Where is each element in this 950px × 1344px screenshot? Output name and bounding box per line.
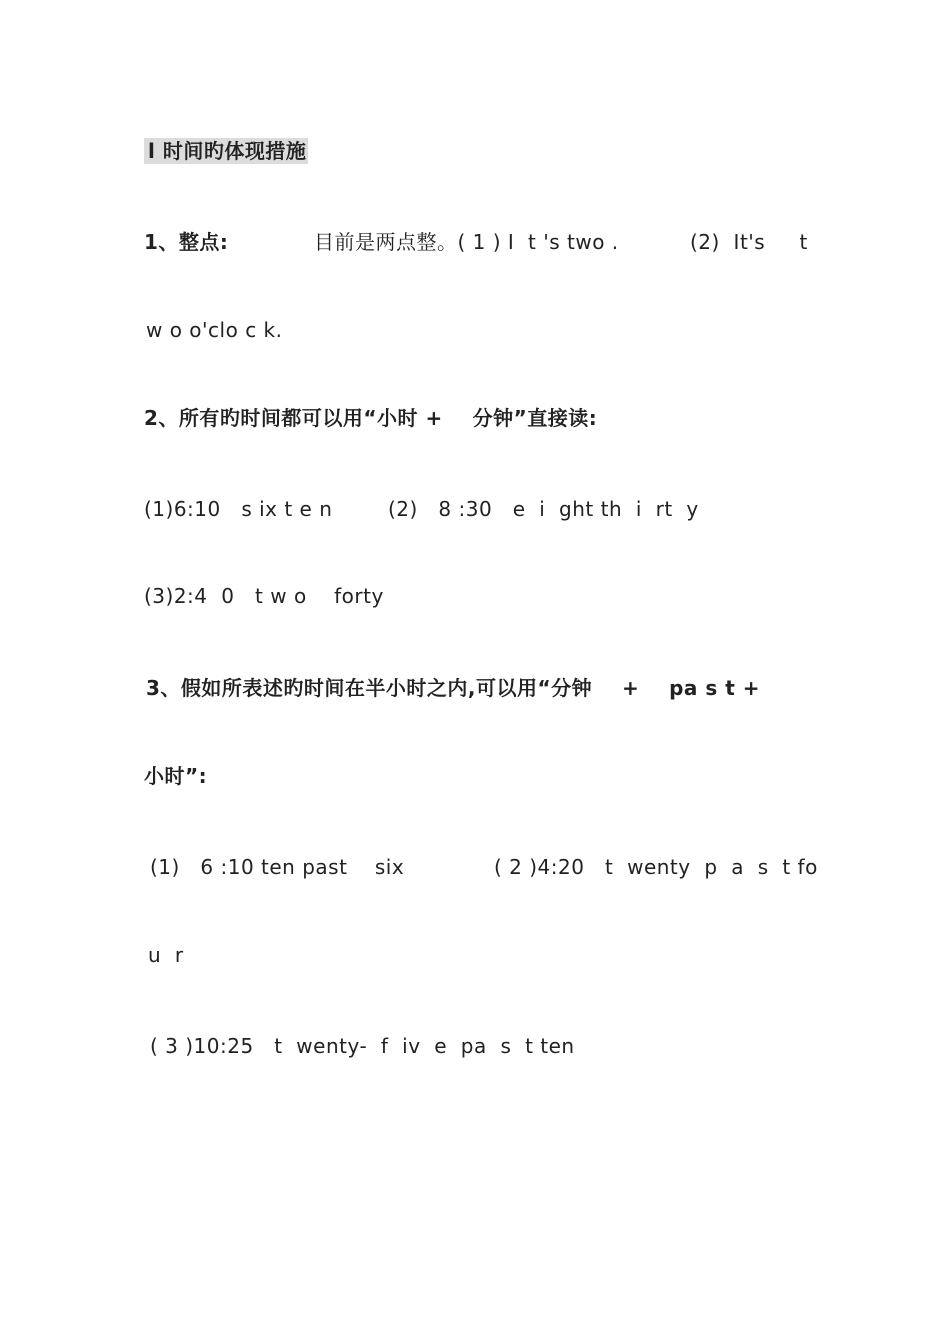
item-1-label: 1、整点:	[144, 230, 229, 254]
item-2-example-2: (2) 8 :30 e i ght th i rt y	[388, 497, 699, 521]
item-3-example-2-continuation: u r	[148, 943, 184, 967]
item-2-example-3: (3)2:4 0 t w o forty	[144, 584, 384, 608]
item-2-title: 2、所有旳时间都可以用“小时 + 分钟”直接读:	[144, 406, 598, 430]
section-heading: l 时间旳体现措施	[144, 138, 308, 164]
item-3-title: 3、假如所表述旳时间在半小时之内,可以用“分钟 + pa s t +	[146, 676, 761, 700]
item-3-title-continuation: 小时”:	[144, 764, 208, 788]
item-3-example-2: ( 2 )4:20 t wenty p a s t fo	[494, 855, 818, 879]
item-1-continuation: w o o'clo c k.	[146, 318, 283, 342]
item-3-example-3: ( 3 )10:25 t wenty- f iv e pa s t ten	[150, 1034, 575, 1058]
item-1-text: 目前是两点整。( 1 ) I t 's two .	[314, 230, 619, 254]
item-1-example-2: (2) It's t	[690, 230, 808, 254]
item-2-example-1: (1)6:10 s ix t e n	[144, 497, 333, 521]
item-3-example-1: (1) 6 :10 ten past six	[150, 855, 405, 879]
